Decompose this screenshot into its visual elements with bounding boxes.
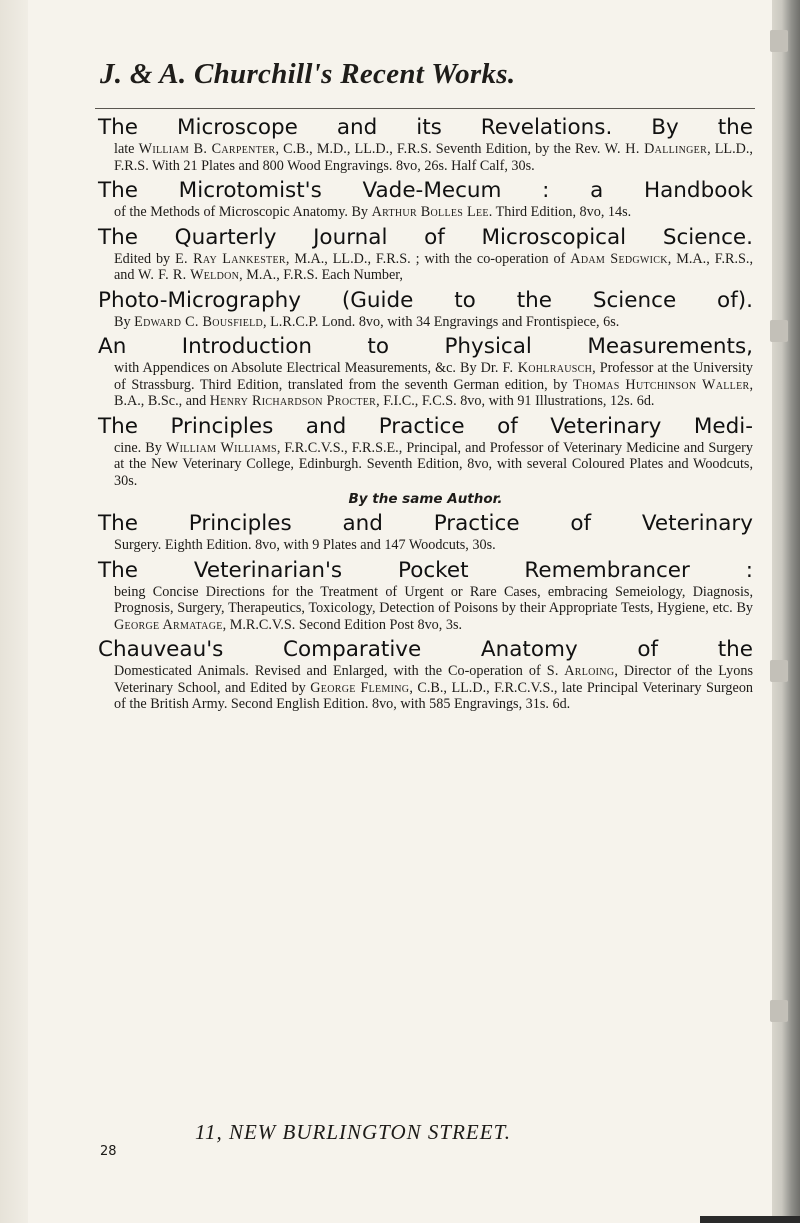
book-title: The Principles and Practice of Veterinary Medi- xyxy=(98,413,753,439)
author-name: F. Kohlrausch xyxy=(502,360,593,376)
book-entry xyxy=(98,558,753,634)
desc-text: being Concise Directions for the Treatment of Urgent or Rare Cases, embracing Semeiology, Diagnosis, Prognosis, Surgery, Therapeutics, Toxicology, Detection of Poisons by their Appropriate Tests, Hygiene, etc. By xyxy=(114,583,753,616)
translator-name: Henry Richardson Procter xyxy=(209,393,377,409)
book-entry xyxy=(98,288,753,331)
book-title: The Microtomist's Vade-Mecum : a Handbook xyxy=(98,178,753,203)
book-entry xyxy=(98,334,753,410)
running-head: J. & A. Churchill's Recent Works. xyxy=(100,58,516,90)
bottom-rule xyxy=(700,1216,800,1223)
book-title: The Veterinarian's Pocket Remembrancer : xyxy=(98,557,753,583)
book-entry xyxy=(98,225,753,284)
book-entry xyxy=(98,414,753,508)
author-name: S. Arloing xyxy=(546,663,615,679)
spine-tab xyxy=(770,320,788,342)
book-entry xyxy=(98,511,753,554)
desc-text: By xyxy=(114,313,135,330)
book-description xyxy=(98,360,753,410)
spine-tab xyxy=(770,660,788,682)
editor-name: W. H. Dallinger xyxy=(604,141,708,157)
author-name: Edward C. Bousfield xyxy=(134,313,264,330)
book-description xyxy=(98,584,753,634)
page-left-edge xyxy=(0,0,30,1223)
desc-text: , L.R.C.P. Lond. 8vo, with 34 Engravings and Frontispiece, 6s. xyxy=(263,313,620,330)
author-name: William B. Carpenter xyxy=(138,141,276,157)
editor-name: Adam Sedgwick xyxy=(570,250,668,267)
desc-text: , B.A., B.Sc., and xyxy=(114,376,754,409)
book-title: Photo-Micrography (Guide to the Science of). xyxy=(98,287,753,313)
book-entry xyxy=(98,115,753,174)
desc-text: , F.R.C.V.S., F.R.S.E., Principal, and Professor of Veterinary Medicine and Surgery at the New Veterinary College, Edinburgh. Seventh Edition, 8vo, with several Coloured Plates and Woodcuts, 30s. xyxy=(114,439,753,489)
book-entry xyxy=(98,178,753,221)
book-entry xyxy=(98,637,753,713)
desc-text: with Appendices on Absolute Electrical Measurements, &c. By Dr. xyxy=(114,360,503,376)
publisher-address: 11, NEW BURLINGTON STREET. xyxy=(195,1120,511,1144)
desc-text: , M.A., F.R.S., and xyxy=(114,250,754,283)
editor-name: George Fleming xyxy=(310,679,410,696)
author-name: George Armatage xyxy=(114,616,223,633)
desc-text: , C.B., M.D., LL.D., F.R.S. Seventh Edition, by the Rev. xyxy=(275,141,605,157)
book-spine xyxy=(772,0,800,1223)
book-list xyxy=(98,115,753,717)
desc-text: , F.I.C., F.C.S. 8vo, with 91 Illustrations, 12s. 6d. xyxy=(376,393,655,409)
book-description xyxy=(98,251,753,284)
book-description xyxy=(98,663,753,713)
desc-text: , Director of the Lyons Veterinary School, and Edited by xyxy=(114,663,753,696)
book-description xyxy=(98,440,753,490)
desc-text: , LL.D., F.R.S. With 21 Plates and 800 Wood Engravings. 8vo, 26s. Half Calf, 30s. xyxy=(114,141,753,174)
desc-text: , Professor at the University of Strassburg. Third Edition, translated from the seventh German edition, by xyxy=(114,360,753,393)
book-description xyxy=(98,141,753,174)
book-title: An Introduction to Physical Measurements, xyxy=(98,334,753,359)
book-description xyxy=(98,314,753,331)
desc-text: . Third Edition, 8vo, 14s. xyxy=(488,204,632,220)
author-name: William Williams xyxy=(165,439,277,456)
desc-text: Domesticated Animals. Revised and Enlarged, with the Co-operation of xyxy=(114,663,547,679)
desc-text: , M.A., F.R.S. Each Number, xyxy=(239,267,403,283)
desc-text: , M.A., LL.D., F.R.S. ; with the co-operation of xyxy=(285,250,571,267)
book-description xyxy=(98,537,753,554)
book-title: The Principles and Practice of Veterinary xyxy=(98,511,753,536)
desc-text: , C.B., LL.D., F.R.C.V.S., late Principal Veterinary Surgeon of the British Army. Second English Edition. 8vo, with 585 Engravings, 31s. 6d. xyxy=(114,679,754,712)
desc-text: , M.R.C.V.S. Second Edition Post 8vo, 3s. xyxy=(222,616,463,633)
translator-name: Thomas Hutchinson Waller xyxy=(572,376,750,393)
editor-name: E. Ray Lankester xyxy=(175,250,286,267)
by-same-author-note: By the same Author. xyxy=(348,491,503,507)
page-number: 28 xyxy=(100,1144,117,1159)
header-divider xyxy=(95,108,755,109)
desc-text: Edited by xyxy=(114,250,176,267)
desc-text: late xyxy=(114,141,139,157)
spine-tab xyxy=(770,30,788,52)
book-title: Chauveau's Comparative Anatomy of the xyxy=(98,637,753,662)
spine-tab xyxy=(770,1000,788,1022)
book-title: The Quarterly Journal of Microscopical Science. xyxy=(98,224,753,250)
book-title: The Microscope and its Revelations. By the xyxy=(98,115,753,140)
desc-text: of the Methods of Microscopic Anatomy. By xyxy=(114,204,372,220)
desc-text: Surgery. Eighth Edition. 8vo, with 9 Plates and 147 Woodcuts, 30s. xyxy=(114,537,496,553)
book-description xyxy=(98,204,753,221)
desc-text: cine. By xyxy=(114,439,166,456)
author-name: Arthur Bolles Lee xyxy=(371,204,489,220)
editor-name: W. F. R. Weldon xyxy=(138,267,240,283)
